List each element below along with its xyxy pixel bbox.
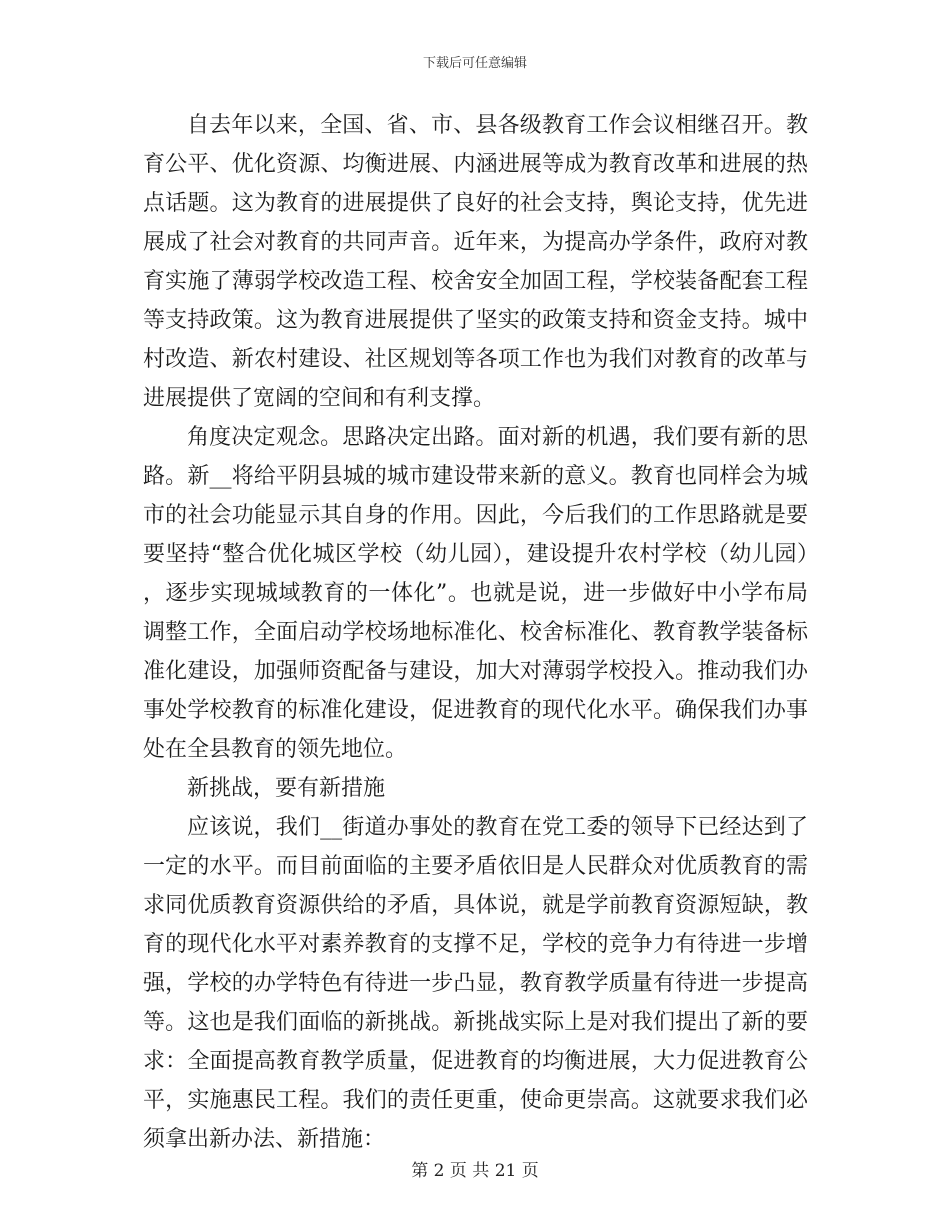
- page-number: 第 2 页 共 21 页: [411, 1161, 539, 1181]
- document-body: [143, 106, 808, 1159]
- paragraph-opportunities: 自去年以来，全国、省、市、县各级教育工作会议相继召开。教育公平、优化资源、均衡进展、内涵进展等成为教育改革和进展的热点话题。这为教育的进展提供了良好的社会支持，舆论支持，优先进展成了社会对教育的共同声音。近年来，为提高办学条件，政府对教育实施了薄弱学校改造工程、校舍安全加固工程，学校装备配套工程等支持政策。这为教育进展提供了坚实的政策支持和资金支持。城中村改造、新农村建设、社区规划等各项工作也为我们对教育的改革与进展提供了宽阔的空间和有利支撑。: [143, 113, 808, 411]
- paragraph-new-thinking: 角度决定观念。思路决定出路。面对新的机遇，我们要有新的思路。新__将给平阴县城的城市建设带来新的意义。教育也同样会为城市的社会功能显示其自身的作用。因此，今后我们的工作思路就是要要坚持“整合优化城区学校（幼儿园），建设提升农村学校（幼儿园），逐步实现城域教育的一体化”。也就是说，进一步做好中小学布局调整工作，全面启动学校场地标准化、校舍标准化、教育教学装备标准化建设，加强师资配备与建设，加大对薄弱学校投入。推动我们办事处学校教育的标准化建设，促进教育的现代化水平。确保我们办事处在全县教育的领先地位。: [143, 425, 808, 762]
- page-header-note: 下载后可任意编辑: [422, 56, 527, 71]
- paragraph-challenges: 应该说，我们__街道办事处的教育在党工委的领导下已经达到了一定的水平。而目前面临的主要矛盾依旧是人民群众对优质教育的需求同优质教育资源供给的矛盾，具体说，就是学前教育资源短缺，教育的现代化水平对素养教育的支撑不足，学校的竞争力有待进一步增强，学校的办学特色有待进一步凸显，教育教学质量有待进一步提高等。这也是我们面临的新挑战。新挑战实际上是对我们提出了新的要求：全面提高教育教学质量，促进教育的均衡进展，大力促进教育公平，实施惠民工程。我们的责任更重，使命更崇高。这就要求我们必须拿出新办法、新措施：: [143, 815, 808, 1152]
- section-heading-new-challenges: 新挑战，要有新措施: [187, 776, 386, 801]
